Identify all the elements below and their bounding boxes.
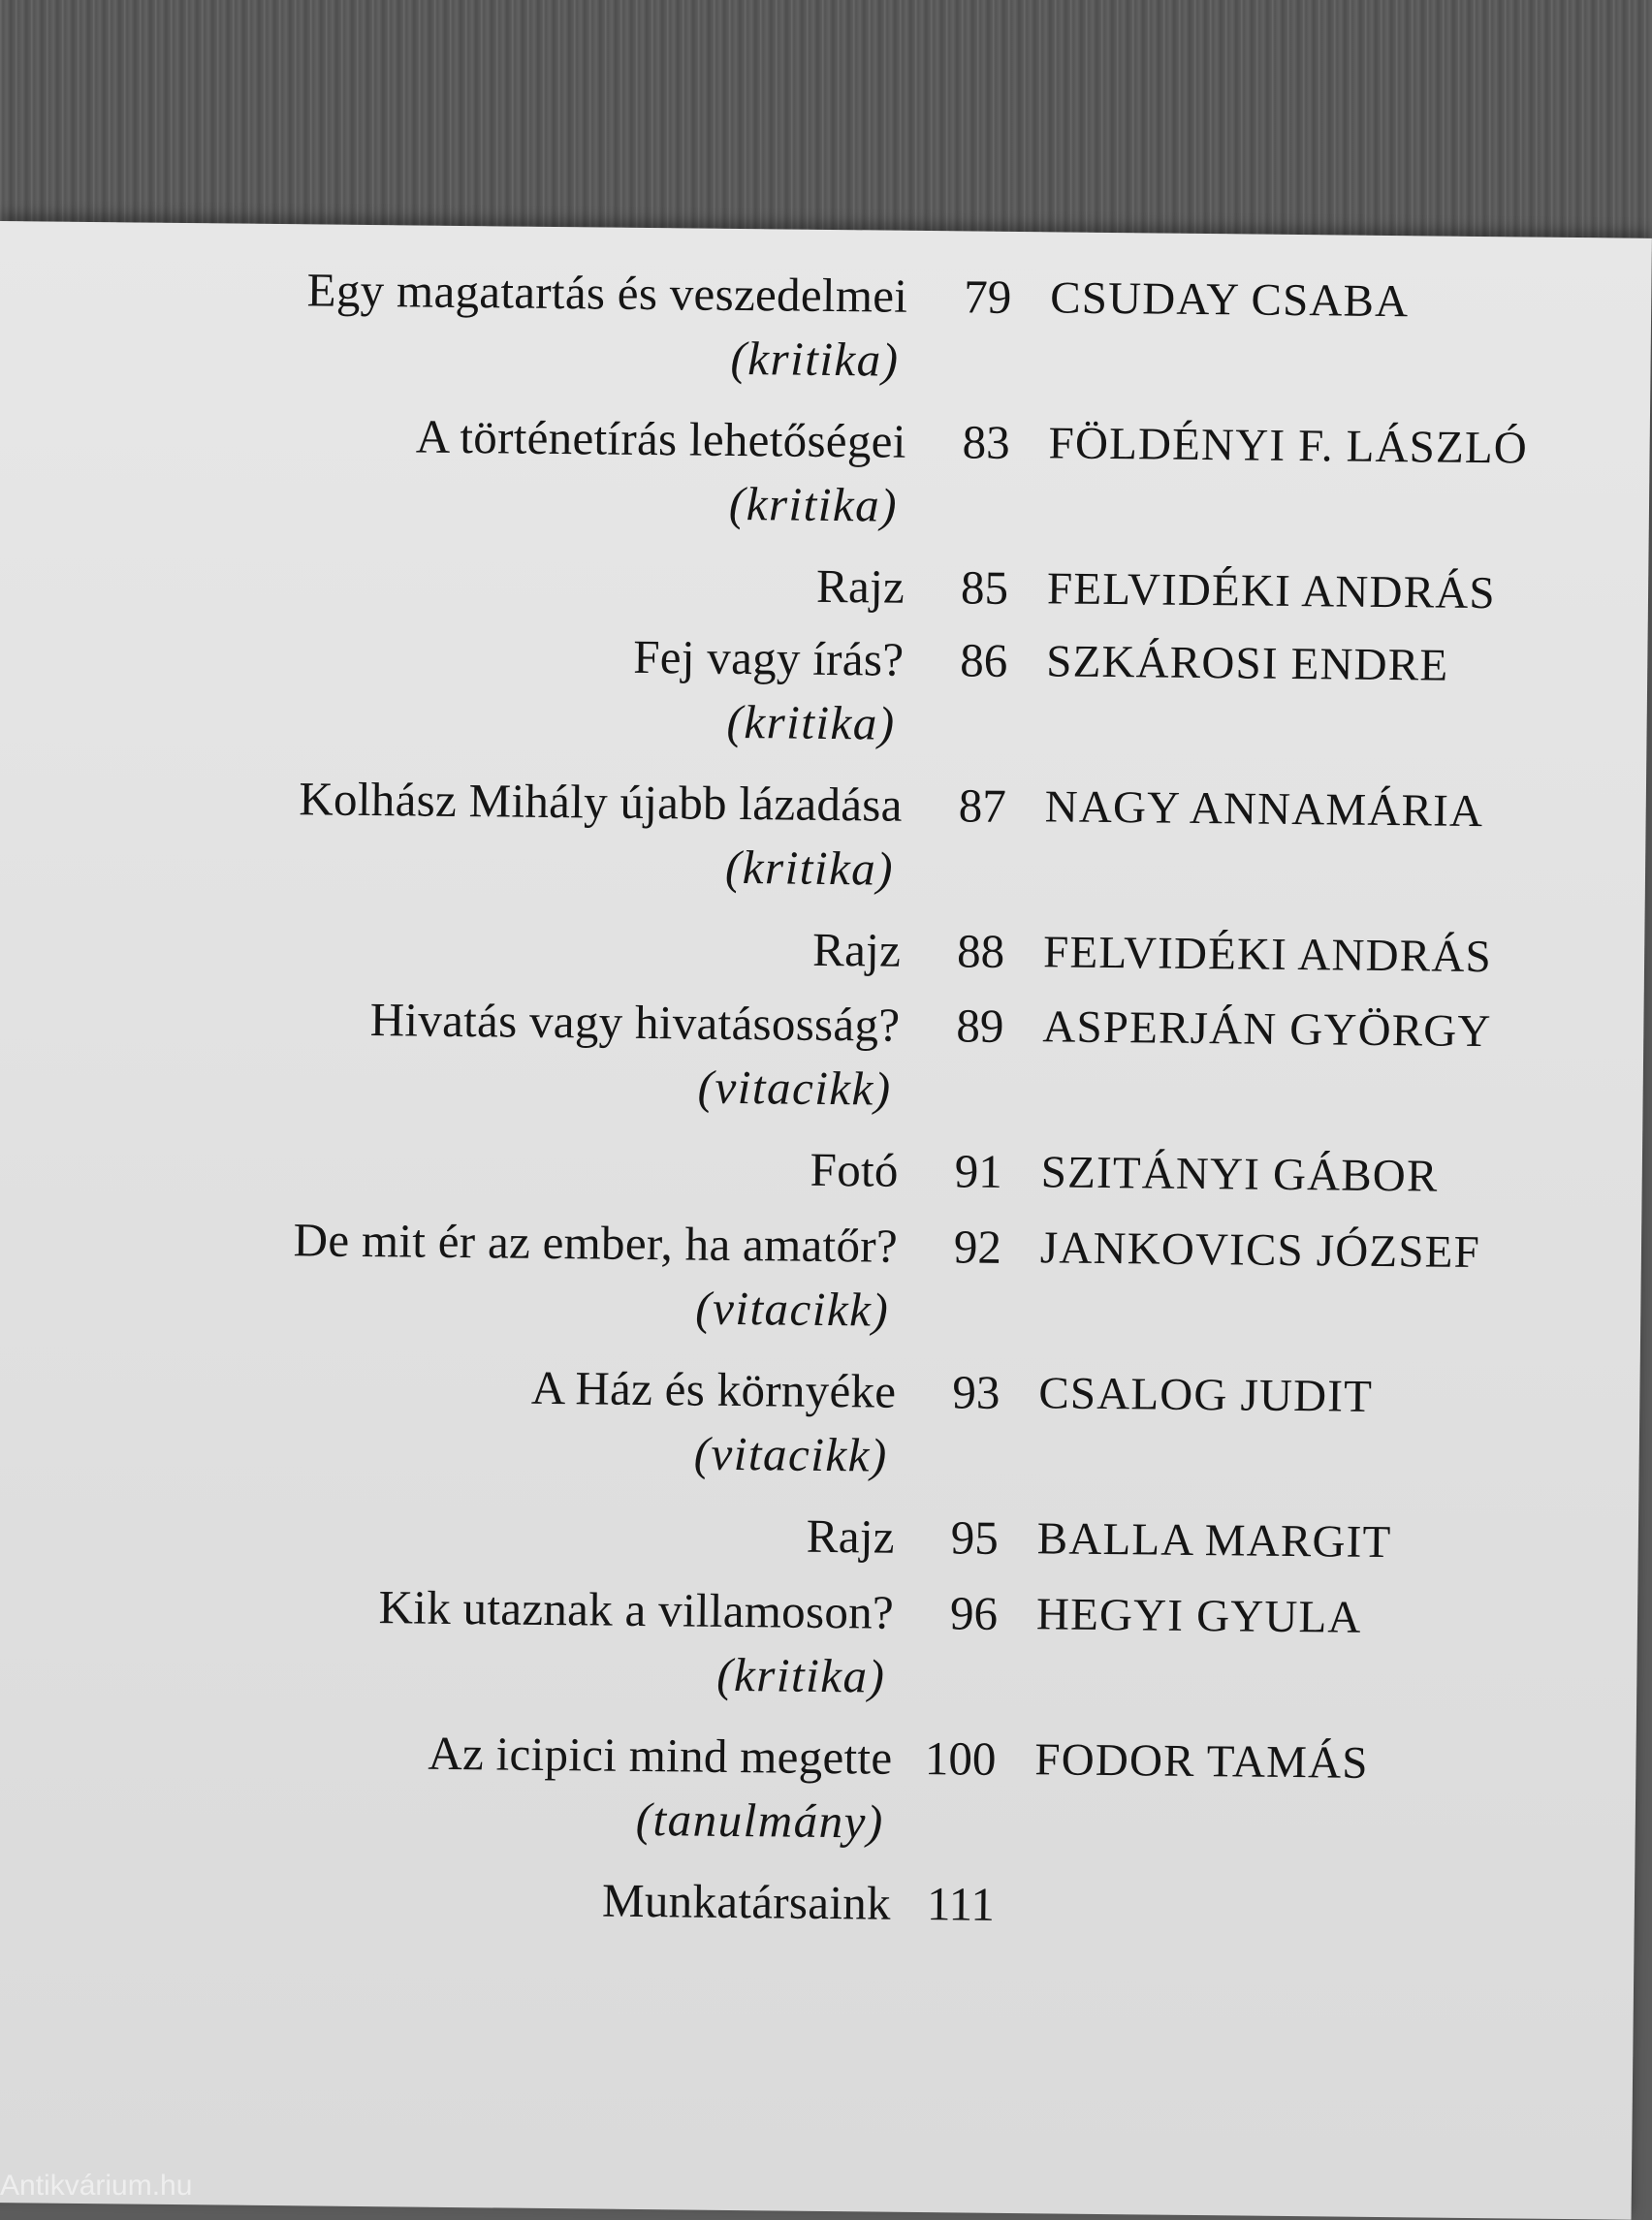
toc-entry [0, 258, 1652, 387]
entry-title: A Ház és környéke [530, 1360, 897, 1418]
entry-author: JANKOVICS JÓZSEF [1039, 1222, 1481, 1279]
entry-page-number: 88 [956, 924, 1005, 978]
toc-entry [0, 1865, 1635, 1931]
entry-genre: (vitacikk) [695, 1281, 890, 1337]
entry-page-number: 79 [963, 270, 1012, 324]
entry-author: SZITÁNYI GÁBOR [1040, 1147, 1439, 1202]
entry-page-number: 83 [962, 415, 1010, 469]
entry-title: Rajz [806, 1508, 896, 1564]
entry-author: FELVIDÉKI ANDRÁS [1046, 563, 1497, 619]
entry-title: Fej vagy írás? [632, 629, 905, 686]
toc-entry [0, 767, 1646, 896]
toc-entry [0, 549, 1648, 619]
entry-author: BALLA MARGIT [1036, 1513, 1392, 1569]
toc-entry [0, 987, 1644, 1116]
toc-entry [0, 1353, 1640, 1482]
entry-author: CSUDAY CSABA [1049, 272, 1410, 328]
entry-genre: (kritika) [716, 1647, 886, 1703]
entry-page-number: 85 [960, 560, 1009, 615]
entry-title: Munkatársaink [601, 1873, 892, 1930]
book-page [0, 221, 1652, 2220]
entry-title: Fotó [810, 1142, 900, 1197]
entry-title: De mit ér az ember, ha amatőr? [293, 1213, 899, 1273]
entry-page-number: 87 [958, 778, 1007, 833]
entry-title: Rajz [811, 922, 902, 977]
entry-page-number: 111 [926, 1877, 996, 1931]
entry-title: Hivatás vagy hivatásosság? [369, 993, 901, 1052]
entry-genre: (tanulmány) [635, 1792, 885, 1849]
entry-page-number: 91 [954, 1144, 1003, 1198]
toc-entry [0, 1132, 1642, 1202]
entry-page-number: 86 [960, 633, 1008, 687]
entry-title: Rajz [815, 558, 905, 614]
entry-genre: (kritika) [726, 694, 896, 750]
entry-title: Kik utaznak a villamoson? [378, 1580, 895, 1639]
entry-genre: (kritika) [730, 331, 900, 387]
entry-author: CSALOG JUDIT [1038, 1368, 1374, 1422]
entry-genre: (kritika) [724, 840, 895, 896]
entry-genre: (kritika) [728, 476, 899, 532]
entry-page-number: 95 [950, 1510, 1000, 1565]
background-surface [0, 0, 1652, 252]
entry-page-number: 93 [952, 1365, 1001, 1419]
entry-author: SZKÁROSI ENDRE [1046, 636, 1449, 691]
entry-title: A történetírás lehetőségei [415, 409, 906, 468]
entry-page-number: 96 [949, 1586, 999, 1640]
entry-author: FÖLDÉNYI F. LÁSZLÓ [1048, 418, 1529, 474]
entry-author: ASPERJÁN GYÖRGY [1042, 1001, 1492, 1058]
entry-author: NAGY ANNAMÁRIA [1044, 781, 1484, 838]
entry-title: Az icipici mind megette [428, 1726, 893, 1785]
entry-title: Kolhász Mihály újabb lázadása [299, 772, 904, 832]
entry-author: FODOR TAMÁS [1034, 1734, 1369, 1789]
toc-entry [0, 1574, 1637, 1703]
toc-entry [0, 912, 1644, 983]
entry-title: Egy magatartás és veszedelmei [306, 263, 908, 323]
entry-author: HEGYI GYULA [1035, 1589, 1362, 1643]
watermark: Antikvárium.hu [0, 2170, 193, 2202]
entry-page-number: 92 [953, 1220, 1002, 1274]
entry-author: FELVIDÉKI ANDRÁS [1042, 927, 1493, 983]
entry-genre: (vitacikk) [697, 1060, 892, 1116]
toc-entry [0, 1208, 1641, 1337]
toc-entry [0, 621, 1648, 750]
entry-page-number: 89 [956, 999, 1004, 1053]
toc-entry [0, 1499, 1638, 1569]
toc-entry [0, 403, 1650, 532]
entry-page-number: 100 [924, 1731, 997, 1786]
entry-genre: (vitacikk) [693, 1426, 889, 1482]
toc-entry [0, 1720, 1636, 1849]
